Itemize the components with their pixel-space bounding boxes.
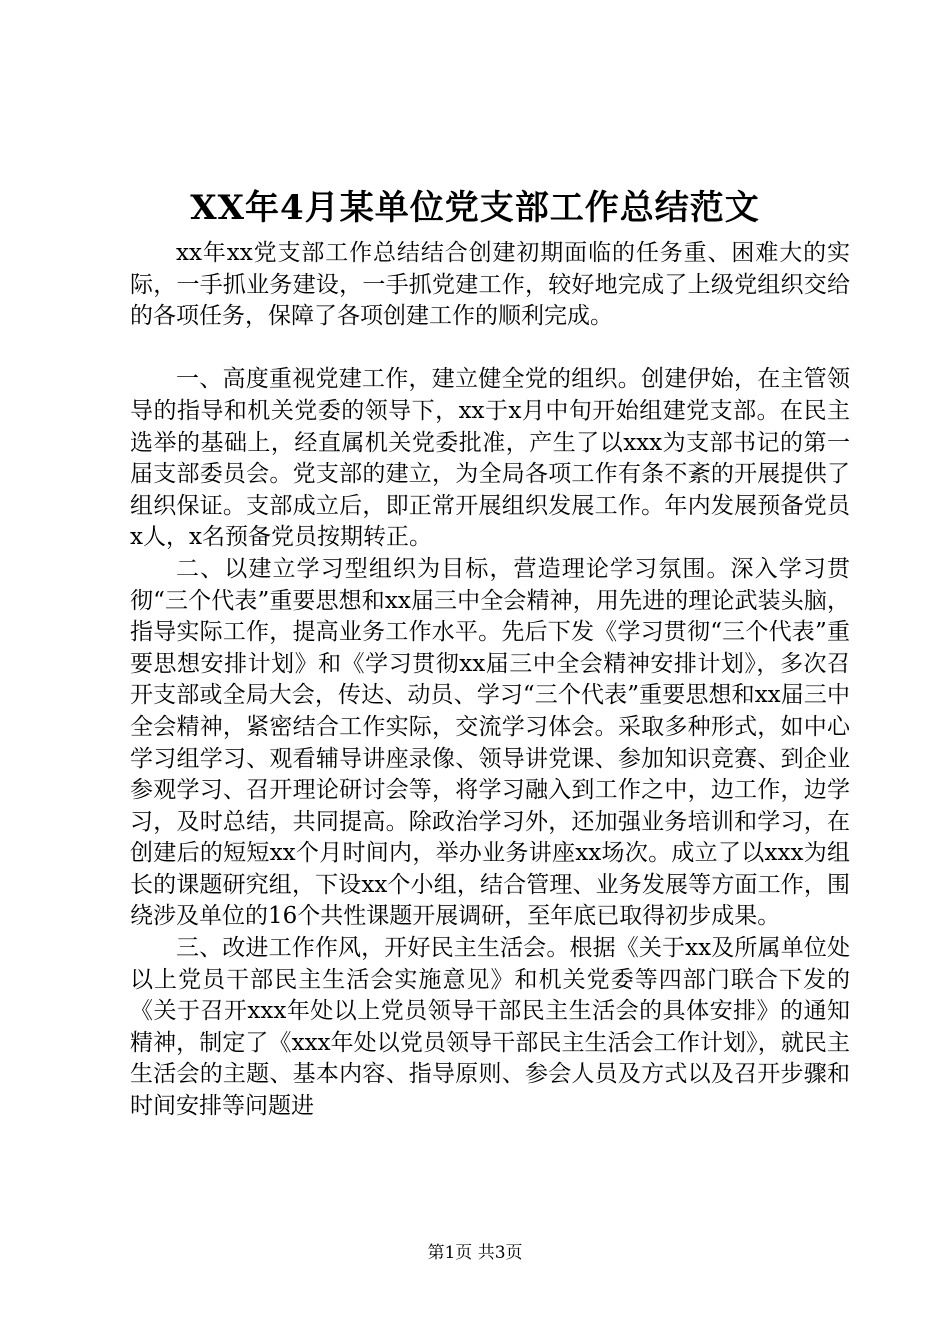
paragraph-intro: xx年xx党支部工作总结结合创建初期面临的任务重、困难大的实际，一手抓业务建设，一手抓党建工作，较好地完成了上级党组织交给的各项任务，保障了各项创建工作的顺利完成。: [130, 240, 850, 330]
document-body: [130, 238, 850, 1123]
document-title: XX年4月某单位党支部工作总结范文: [190, 188, 760, 228]
paragraph-section-2: 二、以建立学习型组织为目标，营造理论学习氛围。深入学习贯彻“三个代表”重要思想和xx届三中全会精神，用先进的理论武装头脑，指导实际工作，提高业务工作水平。先后下发《学习贯彻“三个代表”重要思想安排计划》和《学习贯彻xx届三中全会精神安排计划》，多次召开支部或全局大会，传达、动员、学习“三个代表”重要思想和xx届三中全会精神，紧密结合工作实际，交流学习体会。采取多种形式，如中心学习组学习、观看辅导讲座录像、领导讲党课、参加知识竞赛、到企业参观学习、召开理论研讨会等，将学习融入到工作之中，边工作，边学习，及时总结，共同提高。除政治学习外，还加强业务培训和学习，在创建后的短短xx个月时间内，举办业务讲座xx场次。成立了以xxx为组长的课题研究组，下设xx个小组，结合管理、业务发展等方面工作，围绕涉及单位的16个共性课题开展调研，至年底已取得初步成果。: [130, 555, 850, 930]
paragraph-section-3: 三、改进工作作风，开好民主生活会。根据《关于xx及所属单位处以上党员干部民主生活会实施意见》和机关党委等四部门联合下发的《关于召开xxx年处以上党员领导干部民主生活会的具体安排》的通知精神，制定了《xxx年处以党员领导干部民主生活会工作计划》，就民主生活会的主题、基本内容、指导原则、参会人员及方式以及召开步骤和时间安排等问题进: [130, 935, 850, 1120]
paragraph-section-1: 一、高度重视党建工作，建立健全党的组织。创建伊始，在主管领导的指导和机关党委的领导下，xx于x月中旬开始组建党支部。在民主选举的基础上，经直属机关党委批准，产生了以xxx为支部书记的第一届支部委员会。党支部的建立，为全局各项工作有条不紊的开展提供了组织保证。支部成立后，即正常开展组织发展工作。年内发展预备党员x人，x名预备党员按期转正。: [130, 366, 850, 551]
page-number-footer: 第1页 共3页: [427, 1243, 523, 1263]
